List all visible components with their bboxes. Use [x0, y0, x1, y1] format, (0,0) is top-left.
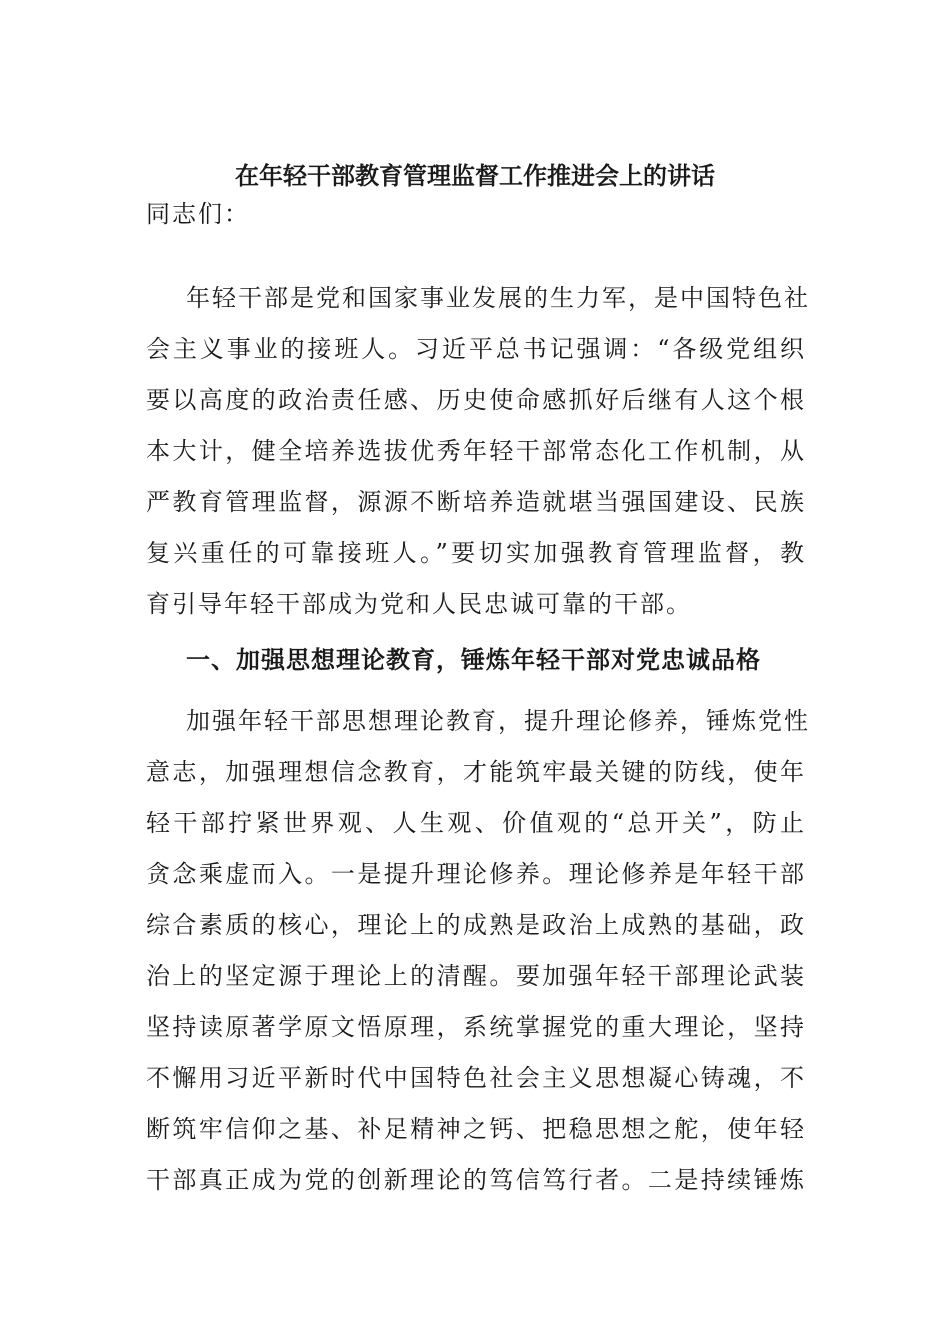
- section-heading: 一、加强思想理论教育，锤炼年轻干部对党忠诚品格: [186, 646, 761, 674]
- document-title: 在年轻干部教育管理监督工作推进会上的讲话: [235, 161, 715, 190]
- text-line: 育引导年轻干部成为党和人民忠诚可靠的干部。: [146, 590, 692, 618]
- text-line: 年轻干部是党和国家事业发展的生力军，是中国特色社: [186, 284, 810, 312]
- text-line: 意志，加强理想信念教育，才能筑牢最关键的防线，使年: [146, 758, 806, 786]
- text-line: 治上的坚定源于理论上的清醒。要加强年轻干部理论武装: [146, 962, 806, 990]
- text-line: 加强年轻干部思想理论教育，提升理论修养，锤炼党性: [186, 707, 810, 735]
- text-line: 干部真正成为党的创新理论的笃信笃行者。二是持续锤炼: [146, 1166, 806, 1194]
- salutation-line: 同志们：: [146, 200, 250, 228]
- text-line: 断筑牢信仰之基、补足精神之钙、把稳思想之舵，使年轻: [146, 1115, 806, 1143]
- text-line: 严教育管理监督，源源不断培养造就堪当强国建设、民族: [146, 488, 806, 516]
- text-line: 坚持读原著学原文悟原理，系统掌握党的重大理论，坚持: [146, 1013, 806, 1041]
- text-line: 贪念乘虚而入。一是提升理论修养。理论修养是年轻干部: [146, 860, 806, 888]
- text-line: 本大计，健全培养选拔优秀年轻干部常态化工作机制，从: [146, 437, 806, 465]
- salutation: [146, 197, 806, 231]
- text-line: 轻干部拧紧世界观、人生观、价值观的“总开关”，防止: [146, 809, 806, 837]
- intro-paragraph: [146, 281, 810, 621]
- text-line: 综合素质的核心，理论上的成熟是政治上成熟的基础，政: [146, 911, 806, 939]
- text-line: 复兴重任的可靠接班人。”要切实加强教育管理监督，教: [146, 539, 806, 567]
- section-paragraph: [146, 704, 810, 1197]
- text-line: 要以高度的政治责任感、历史使命感抓好后继有人这个根: [146, 386, 806, 414]
- text-line: 不懈用习近平新时代中国特色社会主义思想凝心铸魂，不: [146, 1064, 806, 1092]
- text-line: 会主义事业的接班人。习近平总书记强调：“各级党组织: [146, 335, 806, 363]
